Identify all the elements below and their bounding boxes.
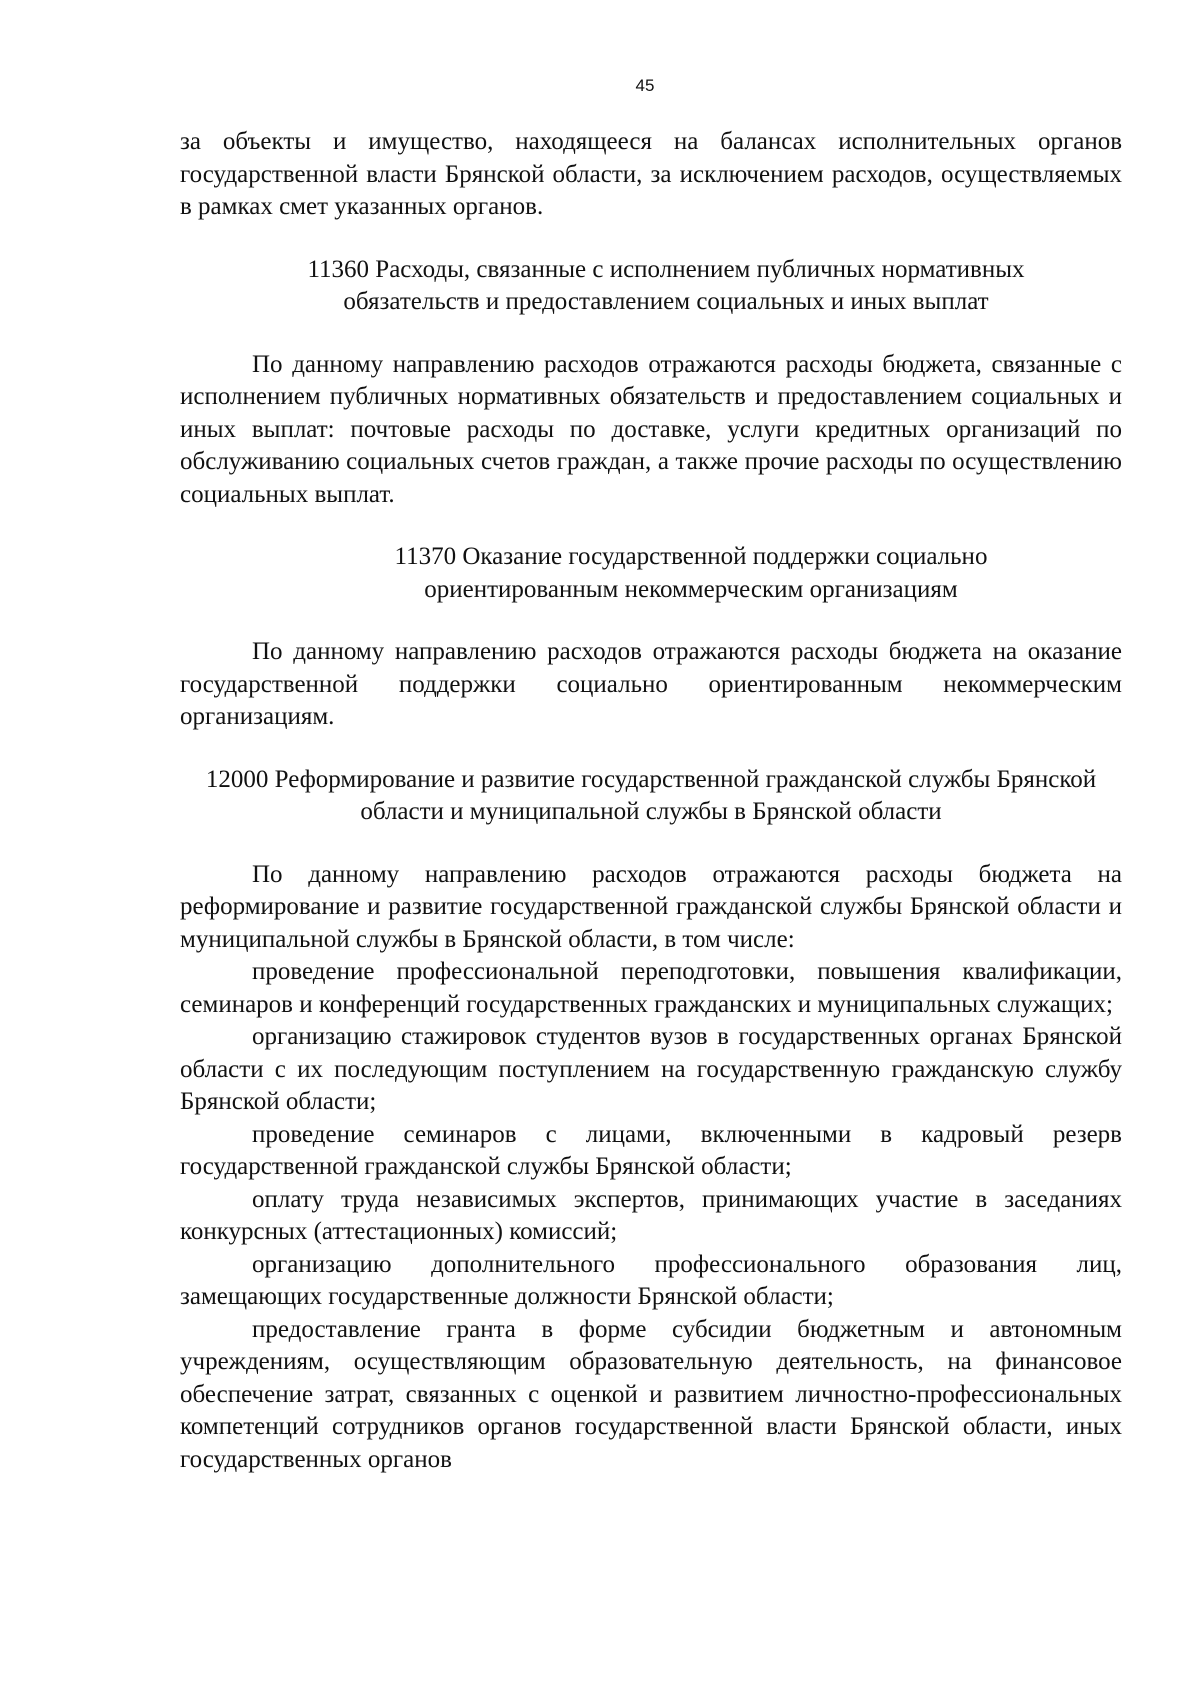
section-heading-11370: 11370 Оказание государственной поддержки социально ориентированным некоммерческим организациям	[394, 543, 988, 603]
section-text-12000: По данному направлению расходов отражаются расходы бюджета на реформирование и развитие государственной гражданской службы Брянской области и муниципальной службы в Брянской области, в том числе:	[180, 860, 1122, 953]
section-heading-11360: 11360 Расходы, связанные с исполнением публичных нормативных обязательств и предоставлением социальных и иных выплат	[307, 255, 1025, 315]
list-item: организацию стажировок студентов вузов в государственных органах Брянской области с их последующим поступлением на государственную гражданскую службу Брянской области;	[180, 1023, 1122, 1115]
list-item: проведение профессиональной переподготовки, повышения квалификации, семинаров и конференций государственных гражданских и муниципальных служащих;	[180, 958, 1122, 1018]
section-text-11370: По данному направлению расходов отражаются расходы бюджета на оказание государственной поддержки социально ориентированным некоммерческим организациям.	[180, 638, 1122, 730]
page-number: 45	[635, 76, 655, 95]
list-item: предоставление гранта в форме субсидии бюджетным и автономным учреждениям, осуществляющим образовательную деятельность, на финансовое обеспечение затрат, связанных с оценкой и развитием личностно-профессиональных компетенций сотрудников органов государственной власти Брянской области, иных государственных органов	[180, 1315, 1122, 1473]
list-item: оплату труда независимых экспертов, принимающих участие в заседаниях конкурсных (аттестационных) комиссий;	[180, 1185, 1122, 1245]
intro-paragraph: за объекты и имущество, находящееся на балансах исполнительных органов государственной власти Брянской области, за исключением расходов, осуществляемых в рамках смет указанных органов.	[180, 128, 1122, 220]
list-item: организацию дополнительного профессионального образования лиц, замещающих государственные должности Брянской области;	[180, 1250, 1122, 1310]
section-heading-12000: 12000 Реформирование и развитие государственной гражданской службы Брянской области и муниципальной службы в Брянской области	[205, 765, 1097, 825]
section-text-11360: По данному направлению расходов отражаются расходы бюджета, связанные с исполнением публичных нормативных обязательств и предоставлением социальных и иных выплат: почтовые расходы по доставке, услуги кредитных организаций по обслуживанию социальных счетов граждан, а также прочие расходы по осуществлению социальных выплат.	[180, 350, 1122, 508]
list-item: проведение семинаров с лицами, включенными в кадровый резерв государственной гражданской службы Брянской области;	[180, 1120, 1122, 1180]
page-content	[180, 126, 1122, 1476]
